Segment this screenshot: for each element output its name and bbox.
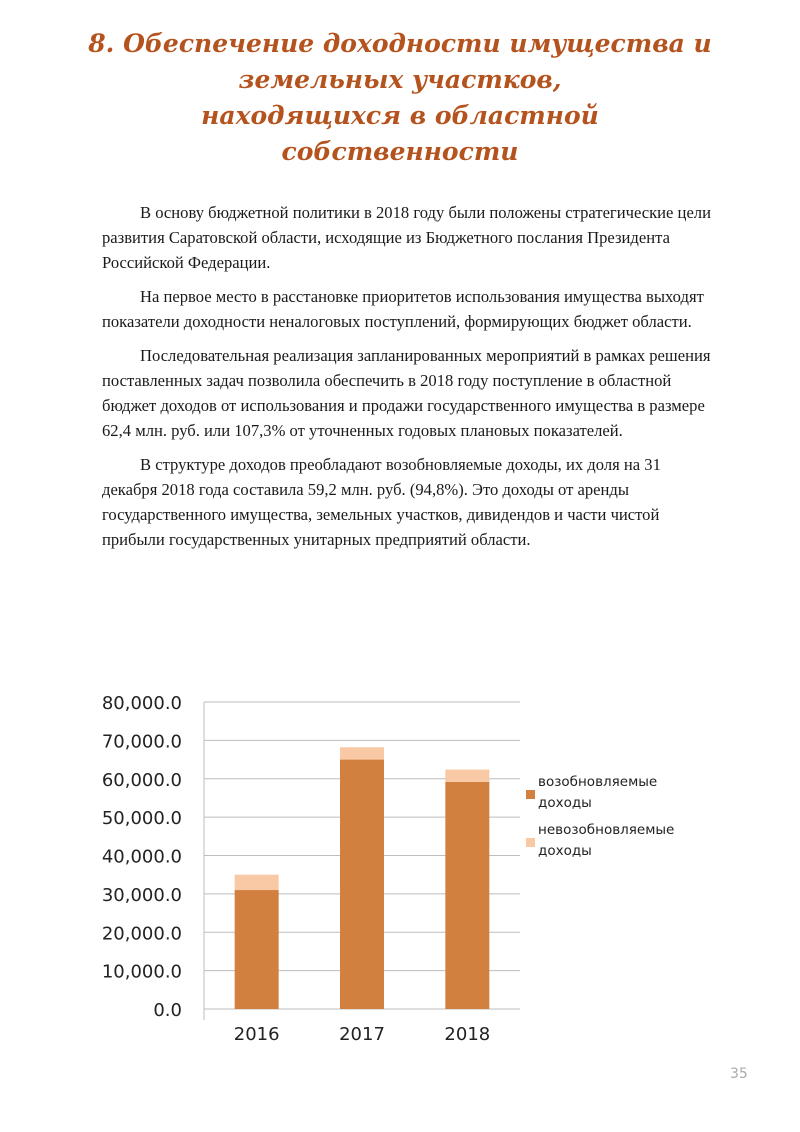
y-tick-label: 50,000.0 bbox=[101, 808, 182, 830]
bar-2017-renewable bbox=[340, 760, 384, 1009]
bar-2018-renewable bbox=[445, 782, 489, 1009]
title-line-1: 8. Обеспечение доходности имущества и bbox=[88, 29, 712, 58]
paragraph-priorities: На первое место в расстановке приоритетов использования имущества выходят показатели доходности неналоговых поступлений, формирующих бюджет области. bbox=[102, 287, 704, 331]
legend-label-renewable: возобновляемые доходы bbox=[538, 774, 658, 811]
page-number: 35 bbox=[730, 1066, 748, 1082]
paragraph-revenue-2018: Последовательная реализация запланированных мероприятий в рамках решения поставленных задач позволила обеспечить в 2018 году поступление в областной бюджет доходов от использования и продажи государственного имущества в размере 62,4 млн. руб. или 107,3% от уточненных годовых плановых показателей. bbox=[102, 346, 711, 440]
y-axis-tick-labels bbox=[102, 693, 182, 1021]
y-tick-label: 20,000.0 bbox=[101, 923, 182, 945]
legend-swatch-renewable bbox=[526, 790, 535, 799]
legend-swatch-nonrenewable bbox=[526, 838, 535, 847]
y-tick-label: 70,000.0 bbox=[101, 731, 182, 753]
y-tick-label: 40,000.0 bbox=[101, 846, 182, 868]
y-tick-label: 80,000.0 bbox=[101, 693, 182, 714]
revenue-stacked-bar-chart bbox=[80, 680, 720, 1050]
paragraph-budget-policy: В основу бюджетной политики в 2018 году были положены стратегические цели развития Саратовской области, исходящие из Бюджетного послания Президента Российской Федерации. bbox=[102, 203, 711, 272]
bars bbox=[235, 747, 490, 1009]
bar-2018-nonrenewable bbox=[445, 770, 489, 782]
bar-2016-renewable bbox=[235, 890, 279, 1009]
x-tick-label: 2017 bbox=[339, 1024, 385, 1045]
x-tick-label: 2016 bbox=[233, 1024, 280, 1045]
body-text bbox=[102, 200, 714, 561]
x-tick-label: 2018 bbox=[444, 1024, 491, 1045]
y-tick-label: 30,000.0 bbox=[101, 884, 182, 906]
title-line-3: находящихся в областной bbox=[201, 101, 599, 130]
legend-label-nonrenewable: невозобновляемые доходы bbox=[538, 822, 675, 859]
y-tick-label: 10,000.0 bbox=[101, 961, 182, 983]
legend bbox=[526, 774, 674, 859]
bar-2016-nonrenewable bbox=[235, 875, 279, 890]
x-axis-category-labels bbox=[234, 1024, 490, 1045]
bar-2017-nonrenewable bbox=[340, 747, 384, 759]
page-title bbox=[60, 26, 740, 170]
y-tick-label: 0.0 bbox=[153, 1000, 182, 1021]
y-tick-label: 60,000.0 bbox=[101, 769, 182, 791]
title-line-2: земельных участков, bbox=[238, 65, 562, 94]
paragraph-revenue-structure: В структуре доходов преобладают возобновляемые доходы, их доля на 31 декабря 2018 года составила 59,2 млн. руб. (94,8%). Это доходы от аренды государственного имущества, земельных участков, дивидендов и части чистой прибыли государственных унитарных предприятий области. bbox=[102, 455, 661, 549]
title-line-4: собственности bbox=[281, 137, 519, 166]
